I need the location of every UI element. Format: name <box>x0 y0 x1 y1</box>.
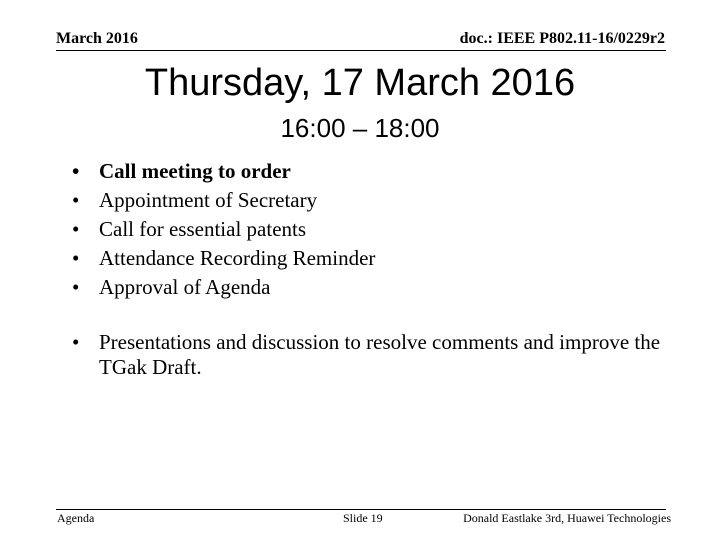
bullet-icon: • <box>72 188 80 212</box>
bullet-icon: • <box>72 217 80 241</box>
slide-title: Thursday, 17 March 2016 <box>144 62 576 104</box>
header-date: March 2016 <box>56 30 138 47</box>
bullet-icon: • <box>72 246 80 270</box>
agenda-list <box>72 157 672 302</box>
agenda-item-text: Call for essential patents <box>99 217 307 241</box>
bullet-icon: • <box>72 159 80 183</box>
discussion-item <box>72 330 672 380</box>
agenda-item <box>72 273 672 302</box>
bullet-icon: • <box>72 275 80 299</box>
discussion-list <box>72 330 672 380</box>
agenda-item <box>72 244 672 273</box>
bullet-icon: • <box>72 330 80 354</box>
agenda-item <box>72 215 672 244</box>
slide-subtitle: 16:00 – 18:00 <box>280 113 440 143</box>
header-rule <box>56 50 666 51</box>
footer-section: Agenda <box>57 511 95 525</box>
agenda-item <box>72 186 672 215</box>
agenda-item-text: Appointment of Secretary <box>99 188 318 212</box>
footer-author: Donald Eastlake 3rd, Huawei Technologies <box>463 511 671 525</box>
agenda-item-text: Attendance Recording Reminder <box>99 246 376 270</box>
agenda-item-text: Approval of Agenda <box>99 275 271 299</box>
footer-rule <box>56 509 666 510</box>
header-doc-id: doc.: IEEE P802.11-16/0229r2 <box>459 30 665 47</box>
agenda-item <box>72 157 672 186</box>
footer-slide-number: Slide 19 <box>343 511 383 525</box>
discussion-item-text: Presentations and discussion to resolve comments and improve the TGak Draft. <box>99 330 661 379</box>
agenda-item-text: Call meeting to order <box>99 159 291 183</box>
